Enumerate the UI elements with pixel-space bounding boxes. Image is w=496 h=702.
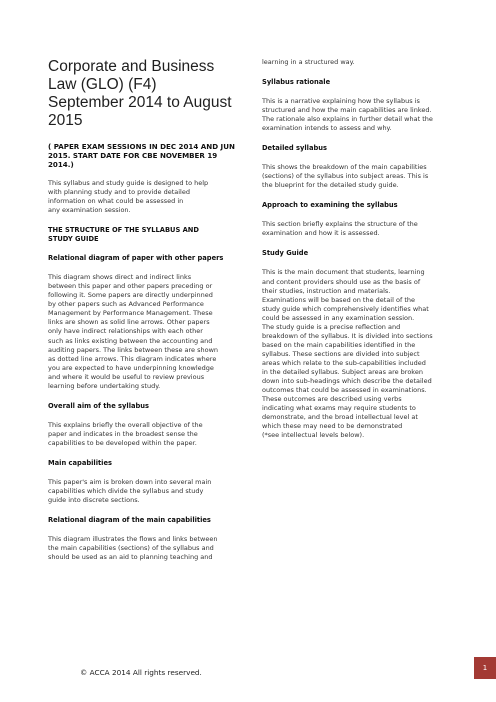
section-body-overall-aim: This explains briefly the overall objective of the paper and indicates in the broadest sense the capabilities to be developed within the paper. xyxy=(48,420,203,447)
document-title: Corporate and Business Law (GLO) (F4) September 2014 to August 2015 xyxy=(48,58,232,129)
section-heading-approach: Approach to examining the syllabus xyxy=(262,201,398,210)
section-body-main-capabilities: This paper's aim is broken down into several main capabilities which divide the syllabus and study guide into discrete sections. xyxy=(48,477,212,505)
section-body-syllabus-rationale: This is a narrative explaining how the syllabus is structured and how the main capabilities are linked. The rationale also explains in further detail what the examination intends to assess and why. xyxy=(262,97,433,133)
right-column xyxy=(262,58,457,451)
copyright-footer: © ACCA 2014 All rights reserved. xyxy=(80,668,202,677)
left-column xyxy=(48,58,236,573)
structure-heading: THE STRUCTURE OF THE SYLLABUS AND STUDY GUIDE xyxy=(48,226,199,244)
intro-paragraph: This syllabus and study guide is designed to help with planning study and to provide detailed information on what could be assessed in any examination session. xyxy=(48,179,209,215)
section-heading-detailed-syllabus: Detailed syllabus xyxy=(262,144,327,153)
section-heading-overall-aim: Overall aim of the syllabus xyxy=(48,401,150,410)
section-heading-main-capabilities: Main capabilities xyxy=(48,458,112,467)
exam-sessions-note: ( PAPER EXAM SESSIONS IN DEC 2014 AND JUN 2015. START DATE FOR CBE NOVEMBER 19 2014.) xyxy=(48,142,235,169)
section-heading-relational-papers: Relational diagram of paper with other papers xyxy=(48,254,224,263)
continuation-text: learning in a structured way. xyxy=(262,58,355,66)
section-heading-syllabus-rationale: Syllabus rationale xyxy=(262,78,331,87)
page-number-tab xyxy=(474,657,496,679)
section-body-relational-papers: This diagram shows direct and indirect links between this paper and other papers preceding or following it. Some papers are directly underpinned by other papers such as Advanced Performance Management by Performance Management. These links are shown as solid line arrows. Other papers only have indirect relationships with each other such as links existing between the accounting and auditing papers. The links between these are shown as dotted line arrows. This diagram indicates where you are expected to have underpinning knowledge and where it would be useful to review previous learning before undertaking study. xyxy=(48,273,219,390)
section-heading-study-guide: Study Guide xyxy=(262,249,309,258)
page-number: 1 xyxy=(482,664,488,672)
section-body-relational-capabilities: This diagram illustrates the flows and links between the main capabilities (sections) of the syllabus and should be used as an aid to planning teaching and xyxy=(48,535,218,562)
section-body-detailed-syllabus: This shows the breakdown of the main capabilities (sections) of the syllabus into subject areas. This is the blueprint for the detailed study guide. xyxy=(262,163,429,190)
section-body-approach: This section briefly explains the structure of the examination and how it is assessed. xyxy=(262,220,418,238)
section-body-study-guide: This is the main document that students, learning and content providers should use as the basis of their studies, instruction and materials. Examinations will be based on the detail of the study guide which comprehensively identifies what could be assessed in any examination session. The study guide is a precise reflection and breakdown of the syllabus. It is divided into sections based on the main capabilities identified in the syllabus. These sections are divided into subject areas which relate to the sub-capabilities included in the detailed syllabus. Subject areas are broken down into sub-headings which describe the detailed outcomes that could be assessed in examinations. These outcomes are described using verbs indicating what exams may require students to demonstrate, and the broad intellectual level at which these may need to be demonstrated (*see intellectual levels below). xyxy=(262,268,433,440)
section-heading-relational-capabilities: Relational diagram of the main capabilities xyxy=(48,516,211,525)
